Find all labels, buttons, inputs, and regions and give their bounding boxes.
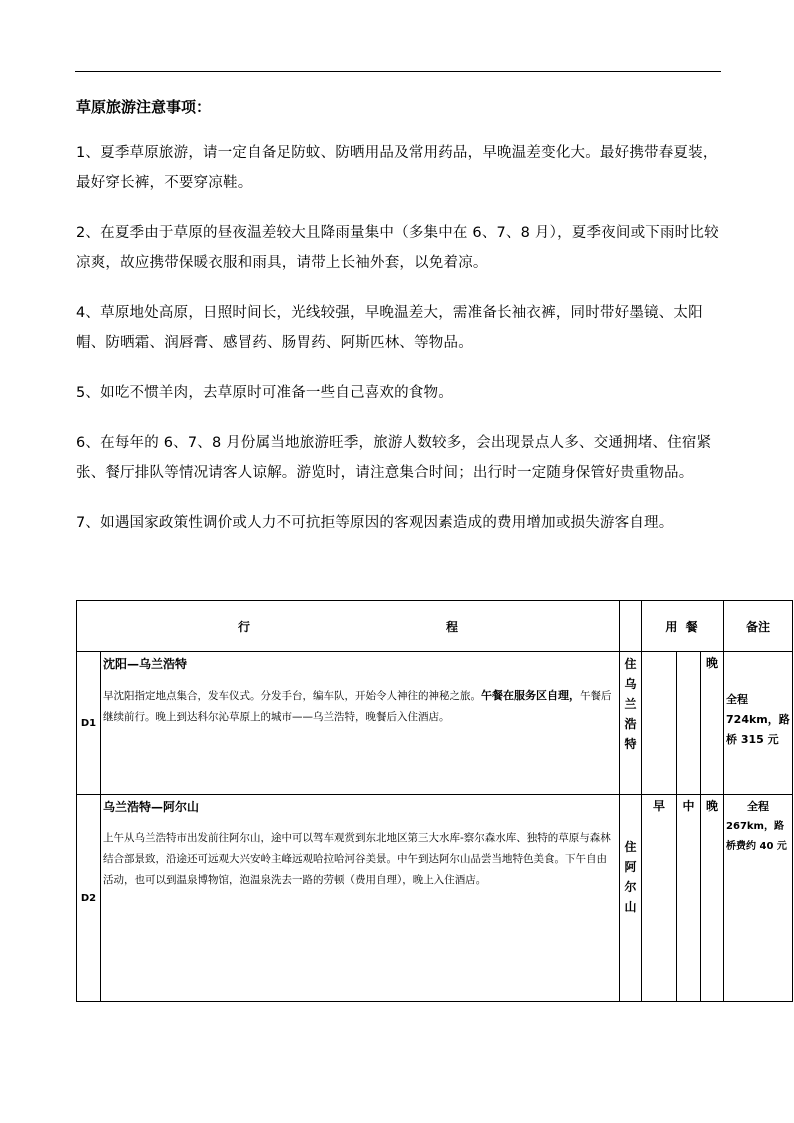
route-title: 乌兰浩特—阿尔山 [103, 800, 200, 814]
meal-lunch [677, 652, 701, 795]
document-title: 草原旅游注意事项： [76, 98, 212, 116]
stay-char: 乌 [624, 677, 637, 691]
header-route-right: 程 [446, 619, 459, 634]
route-text-rest: 午餐后继续前行。晚上到达科尔沁草原上的城市——乌兰浩特，晚餐后入住酒店。 [103, 690, 612, 723]
route-description [101, 795, 620, 1002]
stay-city [620, 652, 642, 795]
note-item: 2、在夏季由于草原的昼夜温差较大且降雨量集中（多集中在 6、7、8 月），夏季夜间或下雨时比较凉爽，故应携带保暖衣服和雨具，请带上长袖外套，以免着凉。 [76, 225, 719, 271]
note-item: 1、夏季草原旅游，请一定自备足防蚊、防晒用品及常用药品，早晚温差变化大。最好携带春夏装，最好穿长裤，不要穿凉鞋。 [76, 145, 718, 191]
stay-char: 阿 [624, 860, 637, 874]
notes-list [76, 138, 726, 558]
header-stay [620, 601, 642, 652]
stay-city [620, 795, 642, 1002]
stay-char: 兰 [624, 697, 637, 711]
header-meals: 用 餐 [642, 601, 724, 652]
header-remarks: 备注 [724, 601, 793, 652]
stay-char: 特 [624, 737, 637, 751]
remark-line: 全程 [747, 800, 770, 813]
route-description [101, 652, 620, 795]
table-row [77, 795, 793, 1002]
table-row [77, 652, 793, 795]
header-rule [75, 71, 721, 72]
itinerary-table [76, 600, 793, 1002]
meal-dinner: 晚 [701, 795, 724, 1002]
stay-char: 山 [624, 900, 637, 914]
day-label: D1 [77, 652, 101, 795]
remark-line: 全程 [726, 693, 749, 706]
stay-char: 尔 [624, 880, 637, 894]
header-route [77, 601, 620, 652]
meal-dinner: 晚 [701, 652, 724, 795]
meal-lunch: 中 [677, 795, 701, 1002]
table-header-row [77, 601, 793, 652]
route-text-bold: 午餐在服务区自理， [481, 689, 580, 702]
route-text-part: 早沈阳指定地点集合，发车仪式。分发手台，编车队，开始令人神往的神秘之旅。 [103, 690, 481, 702]
meal-breakfast [642, 652, 677, 795]
remark-detail: 267km，路桥费约 40 元 [726, 821, 787, 852]
note-item: 7、如遇国家政策性调价或人力不可抗拒等原因的客观因素造成的费用增加或损失游客自理。 [76, 515, 674, 531]
note-item: 4、草原地处高原，日照时间长，光线较强，早晚温差大，需准备长袖衣裤，同时带好墨镜、太阳帽、防晒霜、润唇膏、感冒药、肠胃药、阿斯匹林、等物品。 [76, 305, 703, 351]
stay-char: 住 [624, 840, 637, 854]
header-route-left: 行 [237, 619, 250, 634]
remark-cell [724, 795, 793, 1002]
day-label: D2 [77, 795, 101, 1002]
note-item: 6、在每年的 6、7、8 月份属当地旅游旺季，旅游人数较多，会出现景点人多、交通拥堵、住宿紧张、餐厅排队等情况请客人谅解。游览时，请注意集合时间；出行时一定随身保管好贵重物品。 [76, 435, 712, 481]
route-text [103, 685, 617, 728]
meal-breakfast: 早 [642, 795, 677, 1002]
stay-char: 住 [624, 657, 637, 671]
route-text: 上午从乌兰浩特市出发前往阿尔山，途中可以驾车观赏到东北地区第三大水库-察尔森水库、独特的草原与森林结合部景致，沿途还可远观大兴安岭主峰远观哈拉哈河谷美景。中午到达阿尔山品尝当地特色美食。下午自由活动，也可以到温泉博物馆，泡温泉洗去一路的劳顿（费用自理），晚上入住酒店。 [103, 832, 611, 886]
stay-char: 浩 [624, 717, 637, 731]
note-item: 5、如吃不惯羊肉，去草原时可准备一些自己喜欢的食物。 [76, 385, 453, 401]
remark-detail: 724km，路桥 315 元 [726, 713, 790, 746]
route-title: 沈阳—乌兰浩特 [103, 657, 188, 671]
remark-cell [724, 652, 793, 795]
